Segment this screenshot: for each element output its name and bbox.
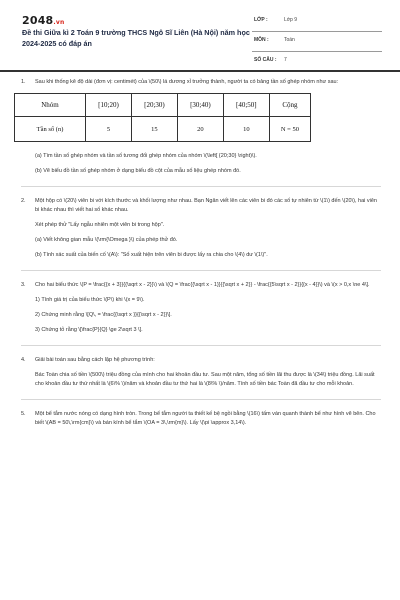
- question-number: 4.: [21, 357, 26, 363]
- question-part: (a) Viết không gian mẫu \(\rm{\Omega }\) của phép thử đó.: [35, 237, 178, 243]
- meta-value: 7: [284, 57, 287, 63]
- question-4: [21, 356, 381, 389]
- meta-row-subject: [252, 34, 382, 52]
- header-divider: [0, 70, 400, 72]
- meta-value: Toán: [284, 37, 295, 43]
- question-text: Một hộp có \(20\) viên bi với kích thước và khối lượng như nhau. Bạn Ngân viết lên các viên bi đó các số tự nhiên từ \(1\) đến \(20\), hai viên bi khác nhau thì viết hai số khác nhau.: [35, 198, 377, 213]
- question-text: Giải bài toán sau bằng cách lập hệ phương trình:: [35, 357, 155, 363]
- question-1: [21, 78, 381, 87]
- header: [0, 0, 400, 66]
- exam-meta: [252, 14, 382, 74]
- table-cell: [20;30): [131, 94, 177, 117]
- question-text: Cho hai biểu thức \(P = \frac{{x + 3}}{{\sqrt x - 2}}\) và \(Q = \frac{{\sqrt x - 1}}{{\sqrt x + 2}} - \frac{{5\sqrt x - 2}}{{x - 4}}\) và \(x > 0,x \ne 4\].: [35, 282, 370, 288]
- question-list: [0, 78, 400, 434]
- frequency-table: [14, 93, 311, 142]
- table-row: [15, 94, 311, 117]
- question-part: 2) Chứng minh rằng \[Q\, = \frac{{\sqrt x }}{{\sqrt x - 2}}\].: [35, 312, 172, 318]
- question-5: [21, 410, 381, 428]
- table-cell: Cộng: [269, 94, 310, 117]
- table-cell: N = 50: [269, 117, 310, 142]
- question-text: Một bể tắm nước nóng có dạng hình tròn. Trong bể tắm người ta thiết kế bệ ngồi bằng \(16\) tấm ván quanh thành bể như hình vẽ bên. Cho biết \(AB = 50\,\rm{cm}\) và bán kính bể tắm \(OA = 3\,\rm{m}\). Lấy \(\pi \approx 3,14\).: [35, 411, 376, 426]
- table-cell: 5: [86, 117, 132, 142]
- question-text: Bác Toàn chia số tiền \(500\) triệu đồng của mình cho hai khoản đầu tư. Sau một năm, tổng số tiền lãi thu được là \(34\) triệu đồng. Lãi suất cho khoản đầu tư thứ nhất là \(6\% \)/năm và khoản đầu tư thứ hai là \(8\% \)/năm. Tính số tiền bác Toàn đã đầu tư cho mỗi khoản.: [35, 372, 375, 387]
- question-body: [35, 78, 381, 87]
- exam-title: Đề thi Giữa kì 2 Toán 9 trường THCS Ngô Sĩ Liên (Hà Nội) năm học 2024-2025 có đáp án: [22, 28, 250, 48]
- question-part: (b) Vẽ biểu đồ tần số ghép nhóm ở dạng biểu đồ cột của mẫu số liệu ghép nhóm đó.: [35, 168, 241, 174]
- question-text: Sau khi thống kê độ dài (đơn vị: centimét) của \(50\) lá dương xỉ trưởng thành, người ta có bảng tần số ghép nhóm như sau:: [35, 79, 339, 85]
- question-part: 1) Tính giá trị của biểu thức \(P\) khi \(x = 9\).: [35, 297, 145, 303]
- site-logo[interactable]: [22, 14, 64, 27]
- table-row: [15, 117, 311, 142]
- question-3: [21, 281, 381, 335]
- question-2: [21, 197, 381, 260]
- meta-label: LỚP :: [254, 17, 268, 23]
- question-body: [35, 281, 381, 335]
- question-part: 3) Chứng tỏ rằng \[\frac{P}{Q} \ge 2\sqrt 3 \].: [35, 327, 143, 333]
- question-number: 5.: [21, 411, 26, 417]
- logo-accent: .vn: [53, 19, 65, 26]
- question-separator: [21, 270, 381, 271]
- question-body: [35, 356, 381, 389]
- question-separator: [21, 345, 381, 346]
- question-body: [35, 410, 381, 428]
- meta-label: MÔN :: [254, 37, 269, 43]
- question-body: [35, 152, 381, 176]
- question-1-parts: [21, 152, 381, 176]
- question-part: (b) Tính xác suất của biến cố \(A\): "Số xuất hiện trên viên bi được lấy ra chia cho \(4\) dư \(1\)".: [35, 252, 268, 258]
- table-cell: Tần số (n): [15, 117, 86, 142]
- table-cell: [40;50]: [223, 94, 269, 117]
- logo-text: 2048: [22, 14, 54, 27]
- table-cell: 10: [223, 117, 269, 142]
- question-body: [35, 197, 381, 260]
- table-cell: 15: [131, 117, 177, 142]
- question-number: 3.: [21, 282, 26, 288]
- table-cell: [30;40): [177, 94, 223, 117]
- meta-value: Lớp 9: [284, 17, 298, 23]
- question-separator: [21, 399, 381, 400]
- question-text: Xét phép thử "Lấy ngẫu nhiên một viên bi trong hộp".: [35, 222, 165, 228]
- question-part: (a) Tìm tần số ghép nhóm và tần số tương đối ghép nhóm của nhóm \(\left[ {20;30} \right)\).: [35, 153, 257, 159]
- question-number: 2.: [21, 198, 26, 204]
- table-cell: 20: [177, 117, 223, 142]
- question-number: 1.: [21, 79, 26, 85]
- table-cell: Nhóm: [15, 94, 86, 117]
- meta-row-class: [252, 14, 382, 32]
- table-cell: [10;20): [86, 94, 132, 117]
- question-separator: [21, 186, 381, 187]
- meta-label: SỐ CÂU :: [254, 57, 277, 63]
